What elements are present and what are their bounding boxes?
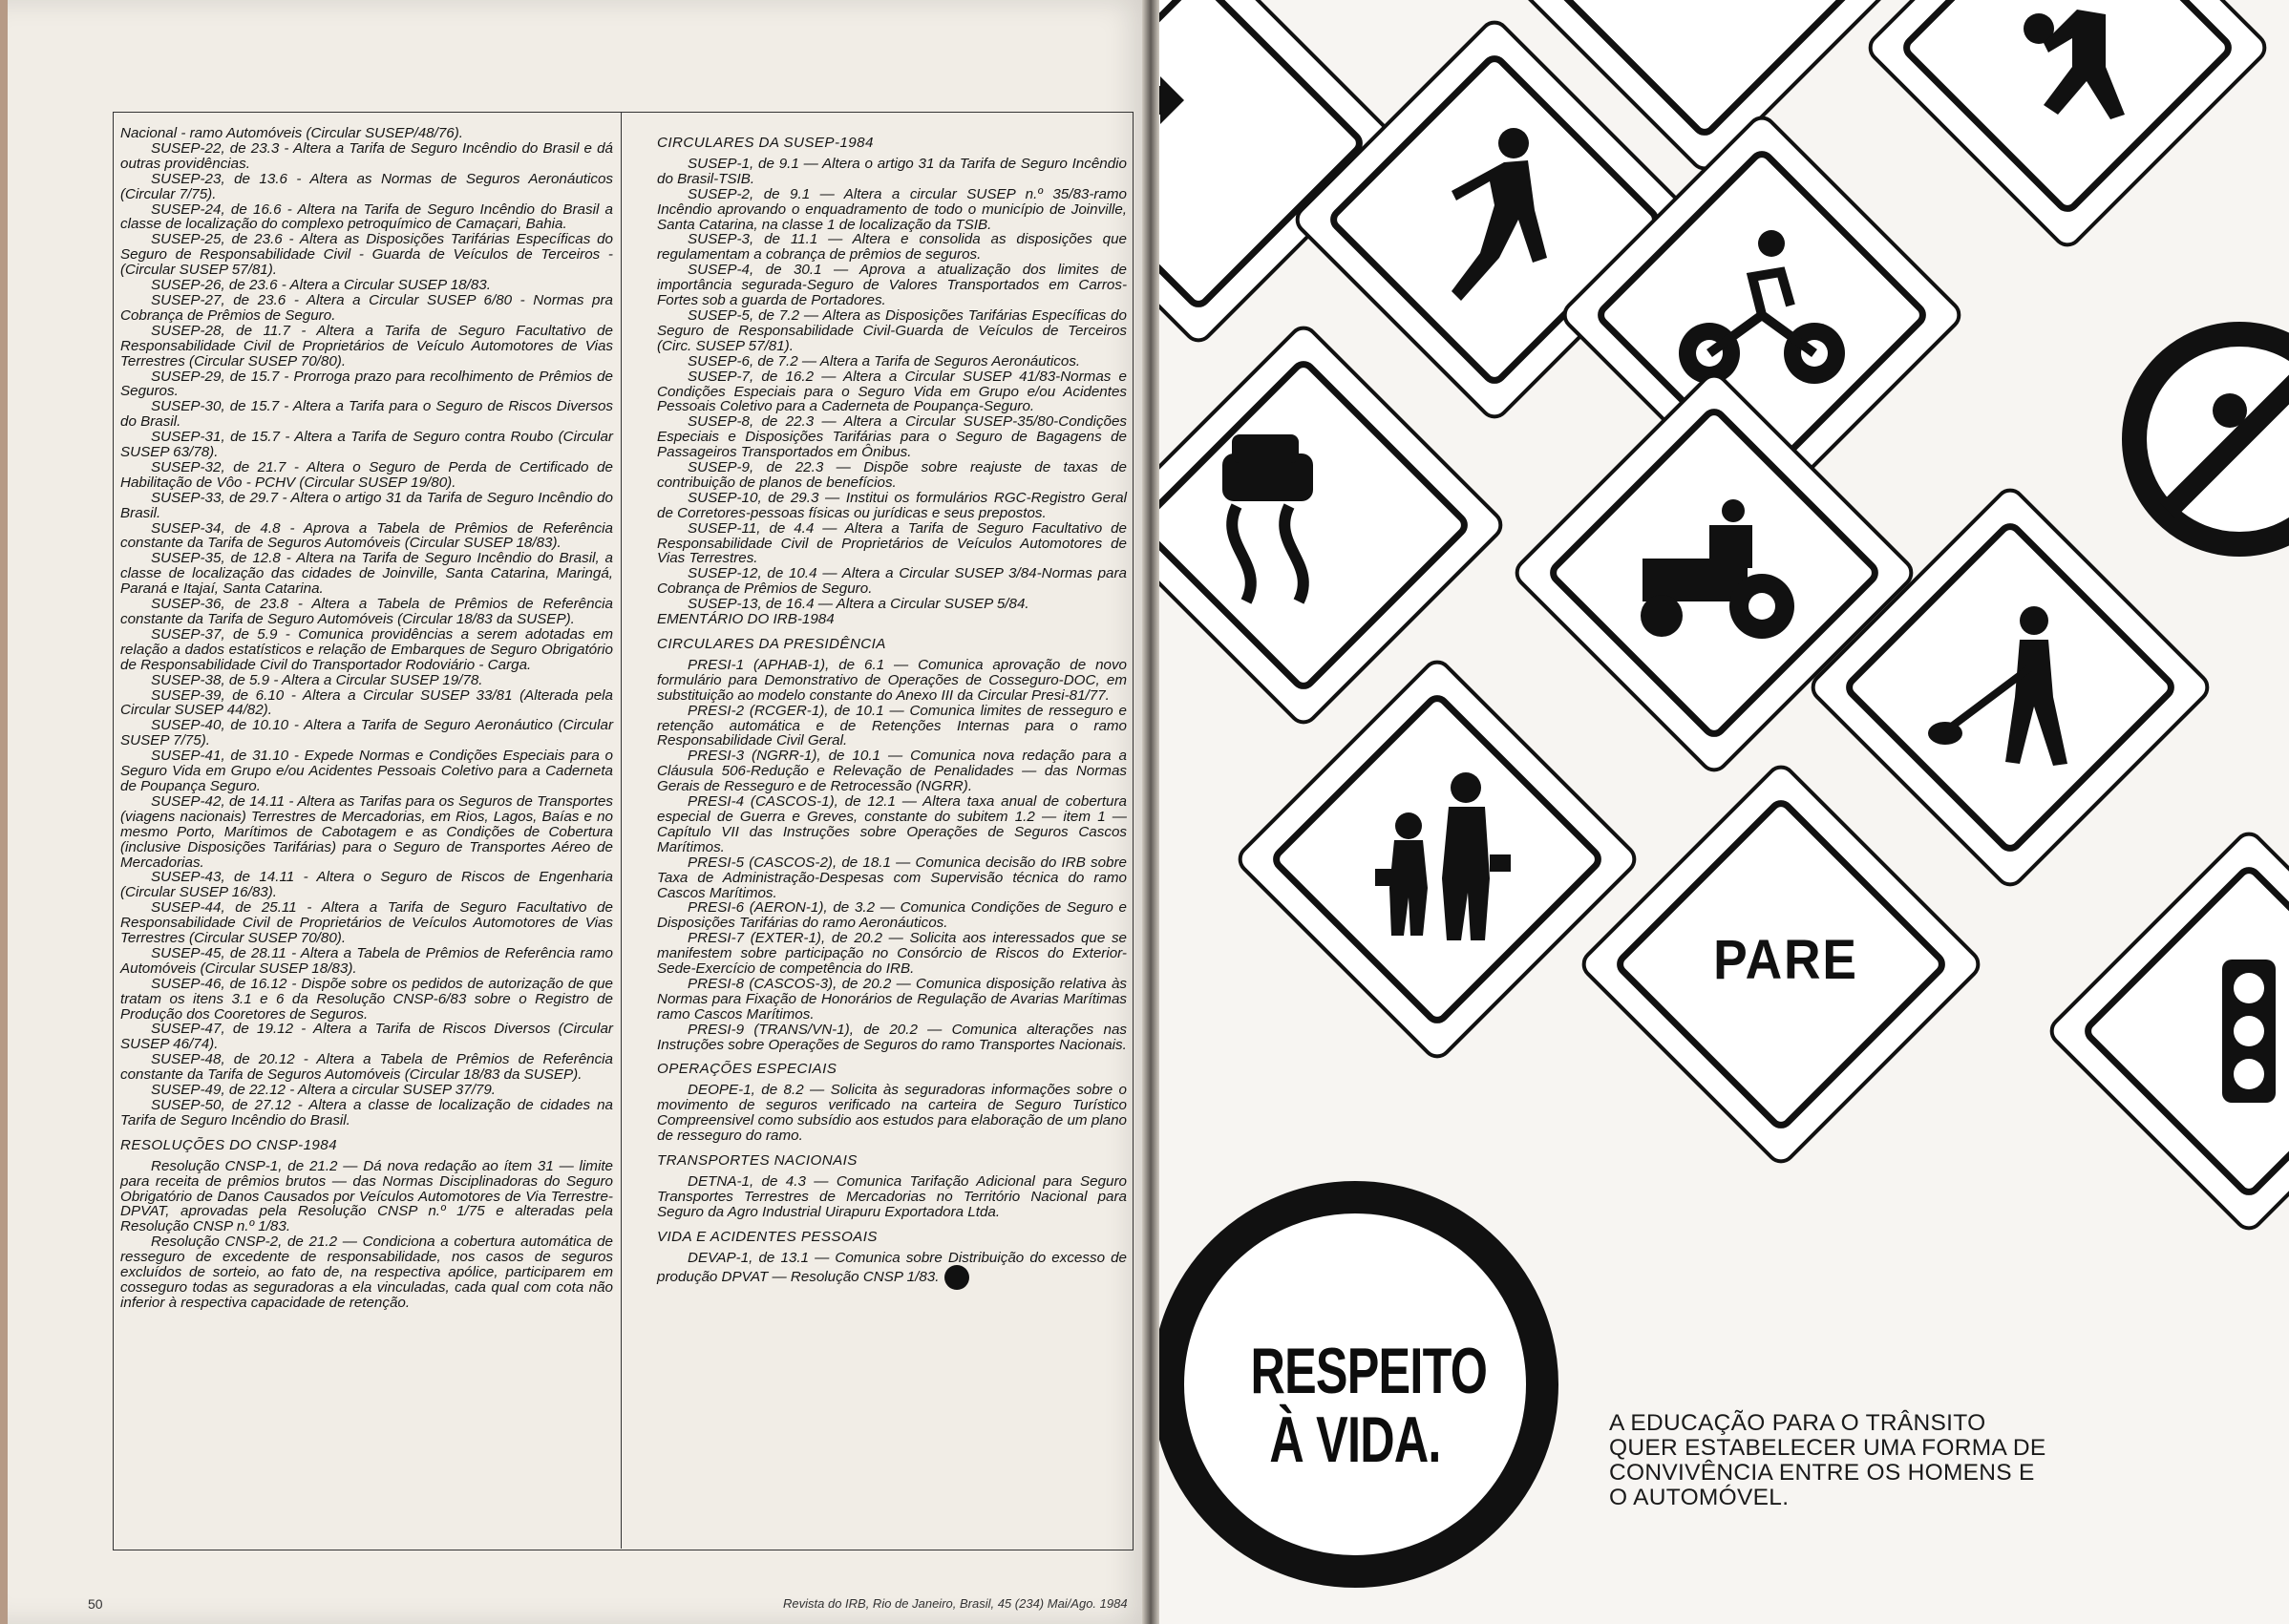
entry-paragraph: DETNA-1, de 4.3 — Comunica Tarifação Adicional para Seguro Transportes Terrestres de Mercadorias no Território Nacional para Seguro da Agro Industrial Uirapuru Exportadora Ltda. [657, 1172, 1127, 1220]
page-number: 50 [88, 1596, 103, 1612]
badge-line-2: À VIDA. [1269, 1403, 1441, 1476]
no-entry-sign [2134, 334, 2289, 544]
entry-paragraph: SUSEP-46, de 16.12 - Dispõe sobre os pedidos de autorização de que tratam os itens 3.1 e 6 da Resolução CNSP-6/83 sobre o Registro de Produção dos Cooretores de Seguros. [120, 975, 613, 1023]
entry-paragraph: SUSEP-40, de 10.10 - Altera a Tarifa de Seguro Aeronáutico (Circular SUSEP 7/75). [120, 717, 613, 749]
entry-paragraph: SUSEP-39, de 6.10 - Altera a Circular SUSEP 33/81 (Alterada pela Circular SUSEP 44/82). [120, 686, 613, 719]
end-mark-icon [944, 1265, 969, 1290]
entry-paragraph: SUSEP-49, de 22.12 - Altera a circular SUSEP 37/79. [151, 1082, 497, 1099]
section-heading: VIDA E ACIDENTES PESSOAIS [657, 1228, 878, 1245]
slippery-road-sign [1151, 323, 1506, 728]
entry-paragraph: SUSEP-37, de 5.9 - Comunica providências a serem adotadas em relação a dados estatísticos e relação de Embarques de Seguro Obrigatório de Responsabilidade Civil do Transportador Rodoviário - Carga. [120, 625, 613, 673]
running-child-sign [1865, 0, 2270, 250]
entry-paragraph: SUSEP-25, de 23.6 - Altera as Disposições Tarifárias Específicas do Seguro de Responsabilidade Civil - Guarda de Veículos de Terceiros - (Circular SUSEP 57/81). [120, 231, 613, 279]
entry-paragraph: PRESI-6 (AERON-1), de 3.2 — Comunica Condições de Seguro e Disposições Tarifárias do ramo Aeronáuticos. [657, 899, 1127, 932]
section-heading: OPERAÇÕES ESPECIAIS [657, 1061, 837, 1078]
entry-paragraph: PRESI-8 (CASCOS-3), de 20.2 — Comunica disposição relativa às Normas para Fixação de Honorários de Regulação de Avarias Marítimas ramo Cascos Marítimos. [657, 975, 1127, 1023]
page-edge [0, 0, 8, 1624]
entry-paragraph: SUSEP-47, de 19.12 - Altera a Tarifa de Riscos Diversos (Circular SUSEP 46/74). [120, 1021, 613, 1053]
section-heading: CIRCULARES DA SUSEP-1984 [657, 135, 874, 151]
pare-sign-text: PARE [1713, 929, 1858, 991]
right-text-column [657, 126, 1127, 1290]
entry-paragraph: SUSEP-30, de 15.7 - Altera a Tarifa para o Seguro de Riscos Diversos do Brasil. [120, 398, 613, 431]
entry-paragraph: SUSEP-13, de 16.4 — Altera a Circular SUSEP 5/84. [688, 596, 1029, 613]
entry-paragraph: DEVAP-1, de 13.1 — Comunica sobre Distribuição do excesso de produção DPVAT — Resolução CNSP 1/83. [657, 1251, 1127, 1291]
section-heading: RESOLUÇÕES DO CNSP-1984 [120, 1136, 337, 1153]
entry-paragraph: Resolução CNSP-2, de 21.2 — Condiciona a cobertura automática de resseguro de excedente de responsabilidade, nos casos de seguros excluídos de sorteio, ao fato de, na respectiva apólice, participarem em cosseguro todas as seguradoras a ela vinculadas, cada qual com cota não inferior à respectiva capacidade de retenção. [120, 1234, 613, 1311]
book-gutter [1142, 0, 1159, 1624]
entry-paragraph: PRESI-7 (EXTER-1), de 20.2 — Solicita aos interessados que se manifestem sobre participação no Consórcio de Riscos do Exterior-Sede-Exercício de competência do IRB. [657, 930, 1127, 978]
entry-paragraph: SUSEP-43, de 14.11 - Altera o Seguro de Riscos de Engenharia (Circular SUSEP 16/83). [120, 869, 613, 901]
entry-paragraph: SUSEP-6, de 7.2 — Altera a Tarifa de Seguros Aeronáuticos. [688, 352, 1081, 369]
entry-paragraph: SUSEP-10, de 29.3 — Institui os formulários RGC-Registro Geral de Corretores-pessoas físicas ou jurídicas e seus prepostos. [657, 489, 1127, 521]
entry-paragraph: SUSEP-29, de 15.7 - Prorroga prazo para recolhimento de Prêmios de Seguros. [120, 368, 613, 400]
entry-paragraph: SUSEP-11, de 4.4 — Altera a Tarifa de Seguro Facultativo de Responsabilidade Civil de Proprietários de Veículos Automotores de Vias Terrestres. [657, 519, 1127, 567]
entry-paragraph: SUSEP-3, de 11.1 — Altera e consolida as disposições que regulamentam a cobrança de prêmios de seguros. [657, 231, 1127, 264]
badge-line-1: RESPEITO [1250, 1335, 1488, 1407]
entry-paragraph: Resolução CNSP-1, de 21.2 — Dá nova redação ao ítem 31 — limite para receita de prêmios brutos — das Normas Disciplinadoras do Seguro Obrigatório de Danos Causados por Veículos Automotores de Via Terrestre-DPVAT, aprovadas pela Resolução CNSP n.º 1/75 e alteradas pela Resolução CNSP n.º 1/83. [120, 1157, 613, 1235]
entry-paragraph: PRESI-9 (TRANS/VN-1), de 20.2 — Comunica alterações nas Instruções sobre Operações de Seguros do ramo Transportes Nacionais. [657, 1021, 1127, 1053]
entry-paragraph: SUSEP-9, de 22.3 — Dispõe sobre reajuste de taxas de contribuição de planos de benefícios. [657, 459, 1127, 491]
entry-paragraph: SUSEP-2, de 9.1 — Altera a circular SUSEP n.º 35/83-ramo Incêndio aprovando o enquadramento de todo o município de Joinville, Santa Catarina, na classe 1 de localização da TSIB. [657, 185, 1127, 233]
entry-paragraph: SUSEP-38, de 5.9 - Altera a Circular SUSEP 19/78. [151, 671, 483, 688]
section-heading: TRANSPORTES NACIONAIS [657, 1152, 858, 1169]
entry-paragraph: SUSEP-1, de 9.1 — Altera o artigo 31 da Tarifa de Seguro Incêndio do Brasil-TSIB. [657, 155, 1127, 187]
entry-paragraph: SUSEP-26, de 23.6 - Altera a Circular SUSEP 18/83. [151, 277, 491, 294]
entry-paragraph: SUSEP-27, de 23.6 - Altera a Circular SUSEP 6/80 - Normas pra Cobrança de Prêmios de Seguro. [120, 291, 613, 324]
traffic-light-sign [2046, 829, 2289, 1234]
entry-paragraph: SUSEP-33, de 29.7 - Altera o artigo 31 da Tarifa de Seguro Incêndio do Brasil. [120, 489, 613, 521]
left-text-column [120, 126, 613, 1311]
entry-paragraph: SUSEP-50, de 27.12 - Altera a classe de localização de cidades na Tarifa de Seguro Incêndio do Brasil. [120, 1097, 613, 1128]
entry-paragraph: SUSEP-31, de 15.7 - Altera a Tarifa de Seguro contra Roubo (Circular SUSEP 63/78). [120, 429, 613, 461]
entry-paragraph: DEOPE-1, de 8.2 — Solicita às seguradoras informações sobre o movimento de seguros verificado na carteira de Seguro Turístico Compreensivel como subsídio aos estudos para elaboração de um plano de resseguro do ramo. [657, 1082, 1127, 1145]
entry-paragraph: PRESI-4 (CASCOS-1), de 12.1 — Altera taxa anual de cobertura especial de Guerra e Greves, constante do subitem 1.2 — item 1 — Capítulo VII das Instruções sobre Operações de Seguros Cascos Marítimos. [657, 793, 1127, 855]
entry-paragraph: SUSEP-7, de 16.2 — Altera a Circular SUSEP 41/83-Normas e Condições Especiais para o Seguro Vida em Grupo e/ou Acidentes Pessoais Coletivo para a Caderneta de Poupança-Seguro. [657, 368, 1127, 415]
footer-citation: Revista do IRB, Rio de Janeiro, Brasil, 45 (234) Mai/Ago. 1984 [783, 1596, 1128, 1611]
entry-paragraph: SUSEP-48, de 20.12 - Altera a Tabela de Prêmios de Referência constante da Tarifa de Seguros Automóveis (Circular 18/83 da SUSEP). [120, 1051, 613, 1084]
entry-paragraph: SUSEP-41, de 31.10 - Expede Normas e Condições Especiais para o Seguro Vida em Grupo e/ou Acidentes Pessoais Coletivo para a Caderneta de Poupança Seguro. [120, 748, 613, 794]
entry-paragraph: SUSEP-32, de 21.7 - Altera o Seguro de Perda de Certificado de Habilitação de Vôo - PCHV (Circular SUSEP 19/80). [120, 458, 613, 491]
entry-paragraph: SUSEP-23, de 13.6 - Altera as Normas de Seguros Aeronáuticos (Circular 7/75). [120, 170, 613, 202]
entry-paragraph: PRESI-3 (NGRR-1), de 10.1 — Comunica nova redação para a Cláusula 506-Redução e Relevação de Penalidades — das Normas Gerais de Resseguro e de Retrocessão (NGRR). [657, 748, 1127, 795]
column-divider [621, 112, 622, 1549]
entry-paragraph: SUSEP-12, de 10.4 — Altera a Circular SUSEP 3/84-Normas para Cobrança de Prêmios de Seguro. [657, 565, 1127, 598]
entry-paragraph: SUSEP-8, de 22.3 — Altera a Circular SUSEP-35/80-Condições Especiais e Disposições Tarifárias para o Seguro de Bagagens de Passageiros Transportados em Ônibus. [657, 413, 1127, 461]
entry-paragraph: Nacional - ramo Automóveis (Circular SUSEP/48/76). [120, 125, 464, 141]
entry-paragraph: SUSEP-5, de 7.2 — Altera as Disposições Tarifárias Específicas do Seguro de Responsabilidade Civil-Guarda de Veículos de Terceiros (Circ. SUSEP 57/81). [657, 306, 1127, 354]
entry-paragraph: SUSEP-36, de 23.8 - Altera a Tabela de Prêmios de Referência constante da Tarifa de Seguro Automóveis (Circular 18/83 da SUSEP). [120, 596, 613, 627]
entry-paragraph: SUSEP-4, de 30.1 — Aprova a atualização dos limites de importância segurada-Seguro de Valores Transportados em Carros-Fortes sob a guarda de Portadores. [657, 262, 1127, 309]
entry-paragraph: SUSEP-28, de 11.7 - Altera a Tarifa de Seguro Facultativo de Responsabilidade Civil de Proprietários de Veículo Automotores de Vias Terrestres (Circular SUSEP 70/80). [120, 322, 613, 369]
tagline: A EDUCAÇÃO PARA O TRÂNSITO QUER ESTABELECER UMA FORMA DE CONVIVÊNCIA ENTRE OS HOMENS E O AUTOMÓVEL. [1609, 1410, 2046, 1510]
entry-paragraph: SUSEP-24, de 16.6 - Altera na Tarifa de Seguro Incêndio do Brasil a classe de localização do complexo petroquímico de Camaçari, Bahia. [120, 200, 613, 233]
entry-paragraph: SUSEP-22, de 23.3 - Altera a Tarifa de Seguro Incêndio do Brasil e dá outras providências. [120, 139, 613, 172]
entry-paragraph: PRESI-2 (RCGER-1), de 10.1 — Comunica limites de resseguro e retenção automática e de Retenções Internas para o ramo Responsabilidade Civil Geral. [657, 702, 1127, 749]
entry-paragraph: SUSEP-45, de 28.11 - Altera a Tabela de Prêmios de Referência ramo Automóveis (Circular SUSEP 18/83). [120, 944, 613, 977]
respeito-badge-text [1250, 1335, 1488, 1476]
right-page [1151, 0, 2289, 1624]
entry-paragraph: SUSEP-42, de 14.11 - Altera as Tarifas para os Seguros de Transportes (viagens nacionais) Terrestres de Mercadorias, em Rios, Lagos, Baías e no mesmo Porto, Marítimos de Cabotagem e as Condições de Cobertura (inclusive Disposições Tarifárias) para o Seguro de Transportes Aéreo de Mercadorias. [120, 792, 613, 871]
entry-paragraph: SUSEP-34, de 4.8 - Aprova a Tabela de Prêmios de Referência constante da Tarifa de Seguros Automóveis (Circular SUSEP 18/83). [120, 519, 613, 552]
entry-paragraph: PRESI-1 (APHAB-1), de 6.1 — Comunica aprovação de novo formulário para Demonstrativo de Operações de Cosseguro-DOC, em substituição ao modelo constante do Anexo III da Circular Presi-81/77. [657, 656, 1127, 704]
entry-paragraph: PRESI-5 (CASCOS-2), de 18.1 — Comunica decisão do IRB sobre Taxa de Administração-Despesas com Supervisão técnica do ramo Cascos Marítimos. [657, 854, 1127, 901]
entry-paragraph: EMENTÁRIO DO IRB-1984 [657, 611, 835, 628]
entry-paragraph: SUSEP-35, de 12.8 - Altera na Tarifa de Seguro Incêndio do Brasil, a classe de localização das cidades de Joinville, Santa Catarina, Maringá, Paraná e Itajaí, Santa Catarina. [120, 550, 613, 598]
entry-paragraph: SUSEP-44, de 25.11 - Altera a Tarifa de Seguro Facultativo de Responsabilidade Civil de Proprietários de Veículos Automotores de Vias Terrestres (Circular SUSEP 70/80). [120, 899, 613, 947]
section-heading: CIRCULARES DA PRESIDÊNCIA [657, 636, 886, 652]
